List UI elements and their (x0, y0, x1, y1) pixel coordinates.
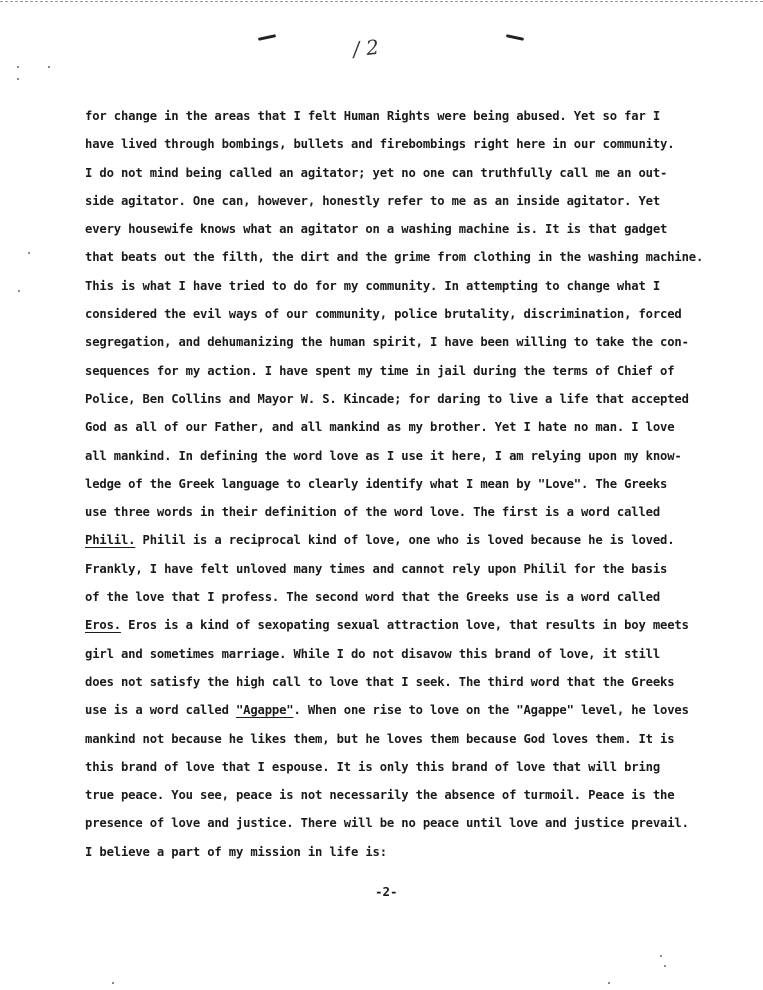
underlined-term-philil: Philil. (85, 533, 136, 548)
text-line: side agitator. One can, however, honestly refer to me as an inside agitator. Yet (85, 193, 660, 208)
binder-hole-mark-right (506, 34, 524, 41)
text-line (85, 526, 705, 554)
margin-speck (48, 66, 50, 68)
margin-speck (28, 252, 30, 254)
page-number: -2- (375, 884, 398, 899)
text-line (85, 696, 705, 724)
text-line: does not satisfy the high call to love that I seek. The third word that the Greeks (85, 674, 675, 689)
margin-speck (17, 78, 19, 80)
text-line-rest: Eros is a kind of sexopating sexual attraction love, that results in boy meets (120, 618, 689, 633)
text-line: this brand of love that I espouse. It is only this brand of love that will bring (85, 759, 660, 774)
margin-speck (18, 290, 20, 292)
letter-body (85, 102, 705, 866)
text-line: mankind not because he likes them, but he loves them because God loves them. It is (85, 731, 675, 746)
text-line (85, 611, 705, 639)
underlined-term-eros: Eros. (85, 618, 121, 633)
text-line: for change in the areas that I felt Human Rights were being abused. Yet so far I (85, 109, 660, 123)
text-line: I do not mind being called an agitator; yet no one can truthfully call me an out- (85, 165, 668, 180)
text-line: segregation, and dehumanizing the human spirit, I have been willing to take the con- (85, 335, 689, 350)
text-line: God as all of our Father, and all mankind as my brother. Yet I hate no man. I love (85, 420, 675, 435)
text-line-rest: . When one rise to love on the "Agappe" level, he loves (293, 703, 689, 718)
margin-speck (17, 66, 19, 68)
text-line-rest: Philil is a reciprocal kind of love, one who is loved because he is loved. (135, 533, 675, 548)
text-line-start: use is a word called (85, 703, 236, 718)
margin-speck (608, 982, 610, 984)
margin-speck (664, 965, 666, 967)
perforated-edge (0, 1, 763, 2)
binder-hole-mark-left (258, 34, 276, 41)
text-line: use three words in their definition of the word love. The first is a word called (85, 505, 660, 520)
text-line: that beats out the filth, the dirt and the grime from clothing in the washing machine. (85, 250, 704, 265)
text-line: girl and sometimes marriage. While I do not disavow this brand of love, it still (85, 646, 660, 661)
text-line: have lived through bombings, bullets and firebombings right here in our community. (85, 137, 675, 152)
text-line: I believe a part of my mission in life is: (85, 844, 387, 859)
text-line: sequences for my action. I have spent my time in jail during the terms of Chief of (85, 363, 675, 378)
text-line: true peace. You see, peace is not necessarily the absence of turmoil. Peace is the (85, 788, 675, 803)
handwritten-page-number: / 2 (351, 34, 381, 62)
text-line: This is what I have tried to do for my community. In attempting to change what I (85, 278, 660, 293)
text-line: considered the evil ways of our community, police brutality, discrimination, forced (85, 307, 682, 322)
margin-speck (112, 982, 114, 984)
text-line: presence of love and justice. There will be no peace until love and justice prevail. (85, 816, 689, 831)
text-line: Police, Ben Collins and Mayor W. S. Kincade; for daring to live a life that accepted (85, 391, 689, 406)
text-line: ledge of the Greek language to clearly identify what I mean by "Love". The Greeks (85, 476, 668, 491)
underlined-term-agappe: "Agappe" (235, 703, 294, 718)
text-line: all mankind. In defining the word love as I use it here, I am relying upon my know- (85, 448, 682, 463)
text-line: Frankly, I have felt unloved many times and cannot rely upon Philil for the basis (85, 561, 668, 576)
margin-speck (660, 955, 662, 957)
text-line: of the love that I profess. The second word that the Greeks use is a word called (85, 590, 660, 605)
text-line: every housewife knows what an agitator on a washing machine is. It is that gadget (85, 222, 668, 237)
